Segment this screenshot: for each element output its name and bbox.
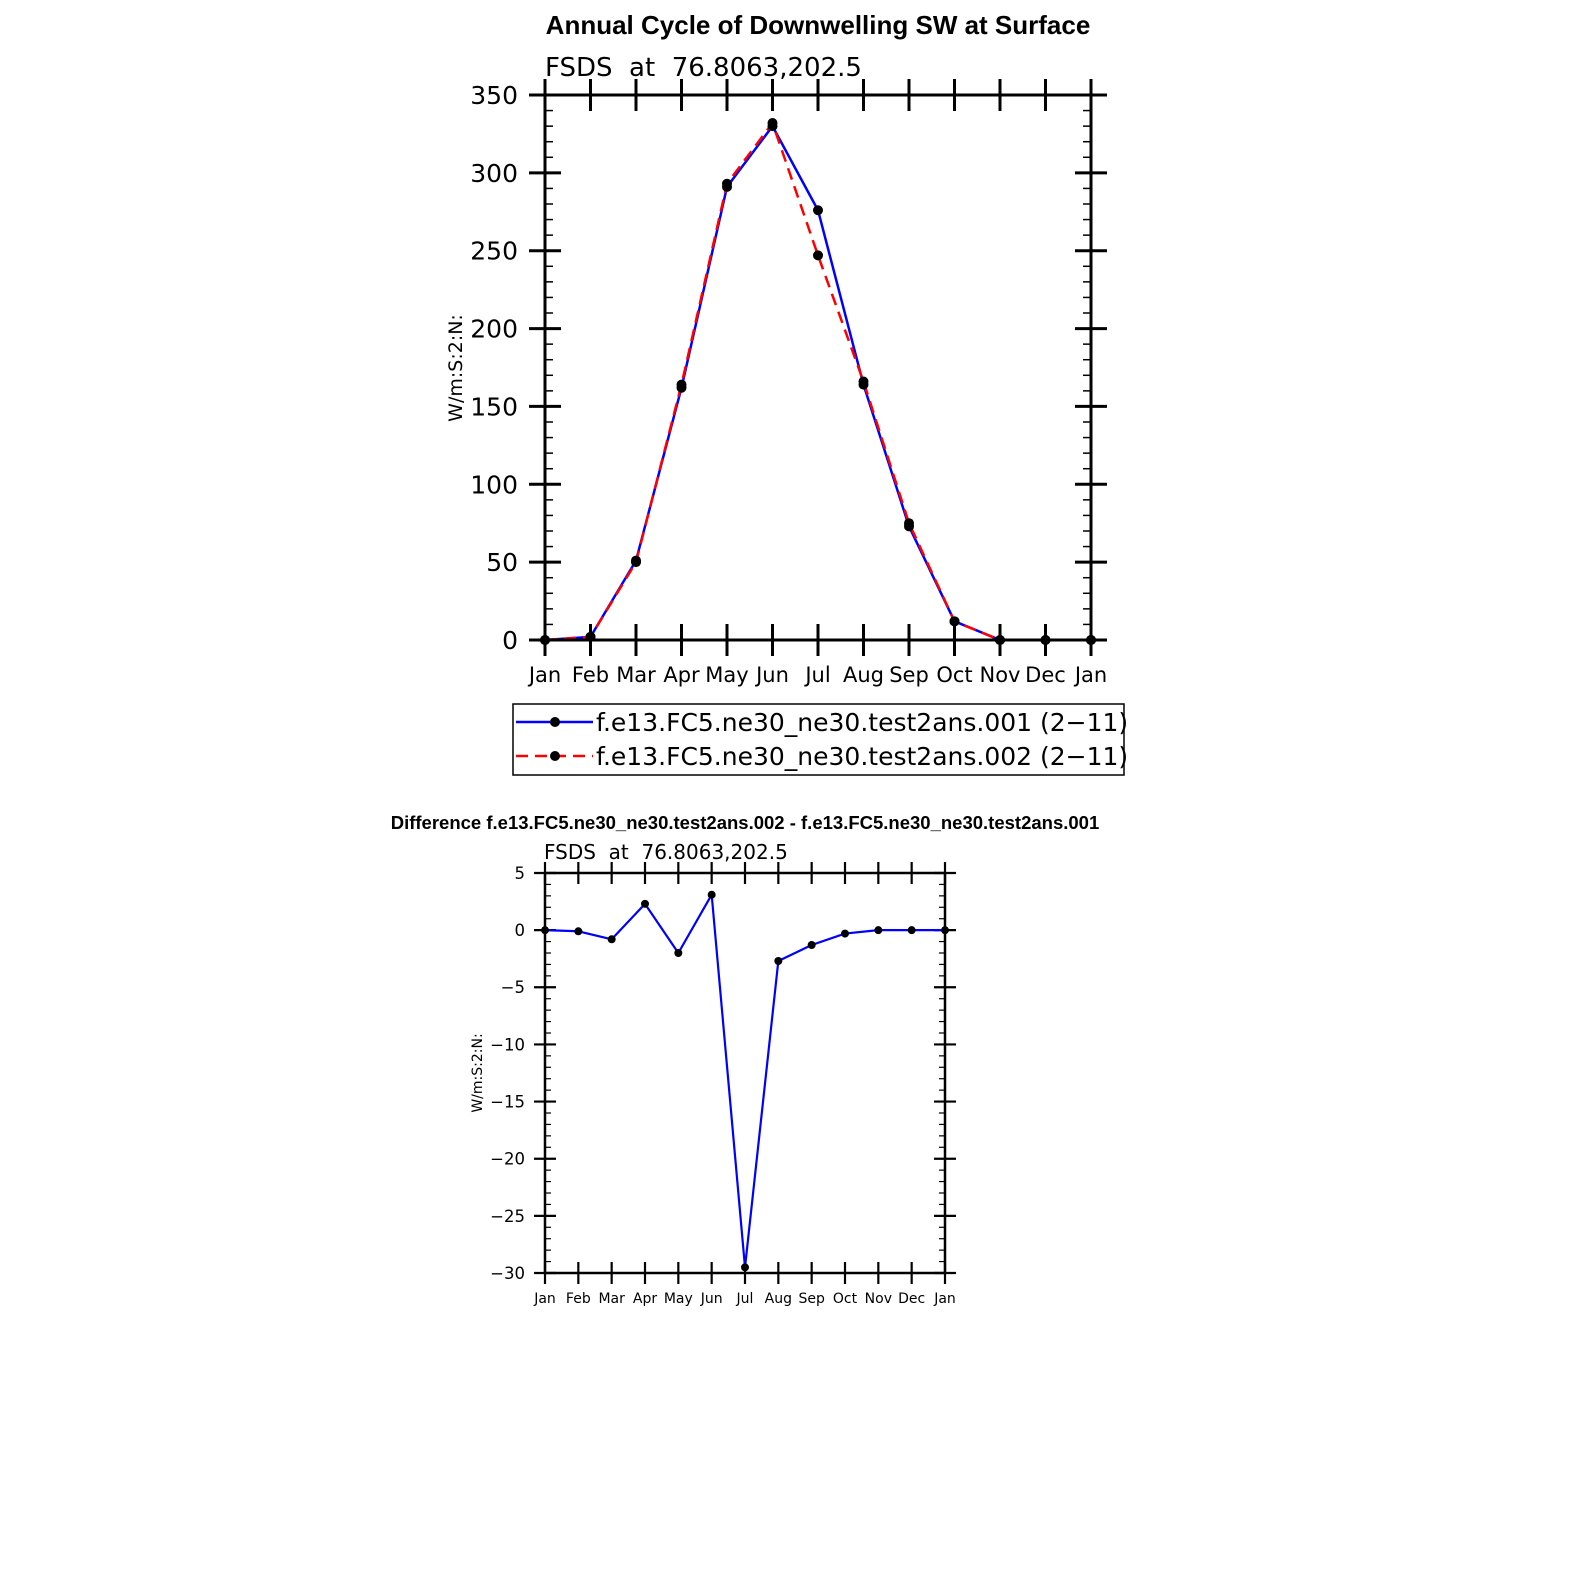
y-tick-label: 0 [514, 921, 525, 941]
x-tick-label: Jul [805, 663, 831, 687]
x-tick-label: May [663, 1291, 693, 1307]
x-tick-label: Mar [598, 1291, 625, 1307]
bottom-chart-title: Difference f.e13.FC5.ne30_ne30.test2ans.002 - f.e13.FC5.ne30_ne30.test2ans.001 [390, 812, 1100, 833]
x-tick-label: Feb [571, 663, 610, 687]
x-tick-label: Oct [832, 1291, 858, 1307]
y-tick-label: −20 [490, 1149, 525, 1169]
y-tick-label: −10 [490, 1035, 525, 1055]
x-tick-label: May [705, 663, 749, 687]
x-tick-label: Nov [979, 663, 1021, 687]
y-tick-label: −30 [490, 1263, 525, 1283]
data-point [631, 557, 641, 567]
x-tick-label: Jan [534, 1291, 556, 1307]
data-point [813, 250, 823, 260]
y-tick-label: 150 [470, 392, 518, 422]
data-point [674, 949, 682, 957]
x-tick-label: Dec [1025, 663, 1066, 687]
data-point [677, 380, 687, 390]
data-point [904, 518, 914, 528]
x-tick-label: Jun [700, 1291, 723, 1307]
top-chart-subtitle: FSDS at 76.8063,202.5 [545, 53, 862, 83]
data-point [859, 377, 869, 387]
x-tick-label: Sep [889, 663, 929, 687]
top-chart-title: Annual Cycle of Downwelling SW at Surface [545, 10, 1091, 40]
bottom-chart-subtitle: FSDS at 76.8063,202.5 [544, 840, 788, 864]
y-tick-label: −25 [490, 1206, 525, 1226]
x-tick-label: Jan [1074, 663, 1108, 687]
top-chart-ylabel: W/m:S:2:N: [445, 314, 467, 422]
x-tick-label: Feb [565, 1291, 591, 1307]
x-tick-label: Apr [663, 663, 700, 687]
data-point [808, 941, 816, 949]
x-tick-label: Aug [764, 1291, 793, 1307]
data-point [813, 205, 823, 215]
y-tick-label: 250 [470, 236, 518, 266]
data-point [608, 935, 616, 943]
y-tick-label: 50 [486, 548, 518, 578]
legend-label-001: f.e13.FC5.ne30_ne30.test2ans.001 (2−11) [596, 708, 1129, 737]
data-point [708, 891, 716, 899]
data-point [908, 926, 916, 934]
legend-marker-002 [550, 751, 560, 761]
x-tick-label: Aug [842, 663, 885, 687]
bottom-chart-ylabel: W/m:S:2:N: [470, 1033, 486, 1113]
y-tick-label: 5 [514, 863, 525, 883]
y-tick-label: 300 [470, 158, 518, 188]
y-tick-label: 350 [470, 81, 518, 110]
x-tick-label: Apr [632, 1291, 658, 1307]
x-tick-label: Jan [934, 1291, 956, 1307]
x-tick-label: Oct [936, 663, 973, 687]
data-point [741, 1263, 749, 1271]
data-point [768, 118, 778, 128]
data-point [574, 927, 582, 935]
legend-label-002: f.e13.FC5.ne30_ne30.test2ans.002 (2−11) [596, 742, 1129, 771]
y-tick-label: −15 [490, 1092, 525, 1112]
legend-marker-001 [550, 717, 560, 727]
x-tick-label: Jul [736, 1291, 754, 1307]
x-tick-label: Jan [528, 663, 562, 687]
y-tick-label: 100 [470, 470, 518, 500]
x-tick-label: Sep [798, 1291, 825, 1307]
y-tick-label: 200 [470, 314, 518, 344]
y-tick-label: −5 [500, 978, 525, 998]
data-point [641, 900, 649, 908]
x-tick-label: Dec [898, 1291, 926, 1307]
data-point [874, 926, 882, 934]
x-tick-label: Jun [756, 663, 789, 687]
top-legend [513, 704, 1128, 775]
data-point [950, 616, 960, 626]
y-tick-label: 0 [502, 626, 518, 655]
data-point [722, 179, 732, 189]
x-tick-label: Mar [616, 663, 656, 687]
data-point [841, 930, 849, 938]
x-tick-label: Nov [864, 1291, 892, 1307]
data-point [774, 957, 782, 965]
